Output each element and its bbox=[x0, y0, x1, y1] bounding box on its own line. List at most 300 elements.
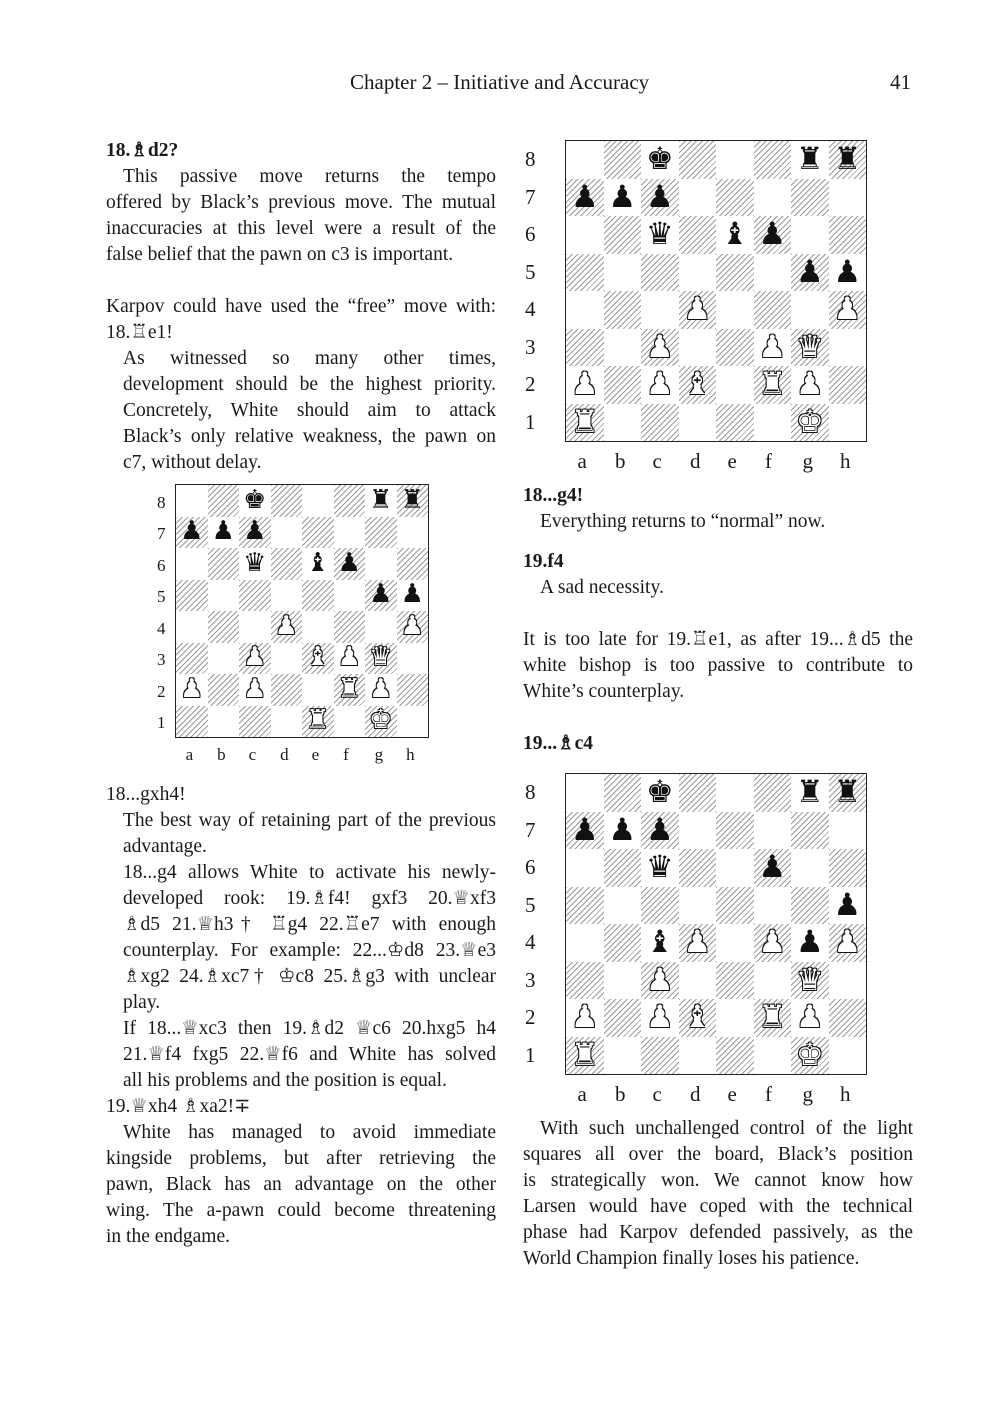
white-pawn-icon: ♟ bbox=[243, 673, 267, 704]
file-label: b bbox=[614, 1082, 626, 1106]
board-square-a5 bbox=[566, 254, 604, 292]
file-label: b bbox=[614, 449, 626, 473]
board-square-g6 bbox=[791, 216, 829, 254]
file-label: g bbox=[802, 1082, 813, 1106]
board-square-b8 bbox=[604, 141, 642, 179]
board-square-e8 bbox=[716, 141, 754, 179]
comment-passive-move bbox=[106, 164, 496, 268]
black-pawn-icon: ♟ bbox=[608, 178, 637, 215]
board-square-h1 bbox=[829, 1037, 867, 1075]
board-square-b3 bbox=[208, 643, 240, 675]
white-pawn-icon: ♟ bbox=[570, 999, 599, 1036]
file-label: f bbox=[764, 1082, 772, 1106]
file-label: e bbox=[727, 449, 737, 473]
board-square-h2 bbox=[829, 999, 867, 1037]
chess-board bbox=[565, 140, 867, 442]
text-line: pawn, Black has an advantage on the other bbox=[106, 1174, 496, 1195]
board-square-a3 bbox=[566, 329, 604, 367]
board-square-f7 bbox=[334, 517, 366, 549]
text-line: Black’s only relative weakness, the pawn on bbox=[123, 426, 496, 447]
text-line: This passive move returns the tempo bbox=[123, 166, 496, 187]
text-line: A sad necessity. bbox=[540, 577, 664, 598]
white-pawn-icon: ♟ bbox=[683, 291, 712, 328]
black-king-icon: ♚ bbox=[645, 774, 674, 811]
white-bishop-icon: ♝ bbox=[683, 999, 712, 1036]
text-line: White’s counterplay. bbox=[523, 681, 685, 702]
chess-board bbox=[175, 484, 429, 738]
board-square-d1 bbox=[679, 1037, 717, 1075]
white-rook-icon: ♜ bbox=[570, 403, 599, 440]
board-square-b8 bbox=[604, 774, 642, 812]
board-square-f5 bbox=[334, 580, 366, 612]
board-square-b6 bbox=[604, 849, 642, 887]
page-header bbox=[0, 70, 1000, 100]
white-king-icon: ♚ bbox=[369, 705, 393, 736]
board-square-a6 bbox=[566, 216, 604, 254]
board-square-e8 bbox=[302, 485, 334, 517]
text-line: Larsen would have coped with the technical bbox=[523, 1196, 913, 1217]
black-pawn-icon: ♟ bbox=[833, 886, 862, 923]
text-line: It is too late for 19.♖e1, as after 19...♗d5 the bbox=[523, 629, 913, 650]
black-pawn-icon: ♟ bbox=[211, 516, 235, 547]
board-square-c4 bbox=[239, 611, 271, 643]
rank-label: 7 bbox=[525, 817, 536, 842]
file-label: a bbox=[185, 745, 194, 764]
white-pawn-icon: ♟ bbox=[758, 328, 787, 365]
board-square-a3 bbox=[566, 962, 604, 1000]
board-square-g6 bbox=[791, 849, 829, 887]
comment-endgame bbox=[106, 1120, 496, 1250]
board-square-e7 bbox=[716, 812, 754, 850]
white-pawn-icon: ♟ bbox=[337, 642, 361, 673]
board-square-h7 bbox=[397, 517, 429, 549]
text-line: play. bbox=[123, 992, 161, 1013]
text-line: developed rook: 19.♗f4! gxf3 20.♕xf3 bbox=[123, 888, 496, 909]
file-label: c bbox=[248, 745, 257, 764]
rank-label: 1 bbox=[157, 713, 166, 733]
board-square-a4 bbox=[566, 291, 604, 329]
black-pawn-icon: ♟ bbox=[608, 811, 637, 848]
file-label: f bbox=[343, 745, 349, 764]
board-square-h6 bbox=[829, 216, 867, 254]
text-line: As witnessed so many other times, bbox=[123, 348, 496, 369]
white-bishop-icon: ♝ bbox=[306, 642, 330, 673]
black-rook-icon: ♜ bbox=[833, 774, 862, 811]
left-column bbox=[106, 138, 496, 1250]
board-square-d5 bbox=[679, 887, 717, 925]
board-square-e1 bbox=[716, 404, 754, 442]
board-square-b2 bbox=[208, 674, 240, 706]
move-heading-19-bc4: 19...♗c4 bbox=[523, 733, 594, 754]
text-line: 18.♖e1! bbox=[106, 322, 173, 343]
white-king-icon: ♚ bbox=[795, 1036, 824, 1073]
board-square-f5 bbox=[754, 887, 792, 925]
board-square-h6 bbox=[397, 548, 429, 580]
board-square-b3 bbox=[604, 329, 642, 367]
rank-label: 5 bbox=[157, 587, 166, 607]
white-pawn-icon: ♟ bbox=[180, 673, 204, 704]
board-square-g6 bbox=[365, 548, 397, 580]
black-queen-icon: ♛ bbox=[645, 849, 674, 886]
text-line: The best way of retaining part of the previous bbox=[123, 810, 496, 831]
board-square-c5 bbox=[641, 254, 679, 292]
board-square-f8 bbox=[754, 774, 792, 812]
board-square-e5 bbox=[302, 580, 334, 612]
board-square-a8 bbox=[176, 485, 208, 517]
board-square-a3 bbox=[176, 643, 208, 675]
board-square-a5 bbox=[176, 580, 208, 612]
rank-label: 6 bbox=[157, 555, 166, 575]
white-rook-icon: ♜ bbox=[306, 705, 330, 736]
rank-label: 7 bbox=[525, 184, 536, 209]
board-square-e2 bbox=[302, 674, 334, 706]
black-queen-icon: ♛ bbox=[243, 547, 267, 578]
text-line: ♗d5 21.♕h3† ♖g4 22.♖e7 with enough bbox=[123, 914, 496, 935]
file-label: h bbox=[839, 449, 851, 473]
file-label: f bbox=[764, 449, 772, 473]
black-rook-icon: ♜ bbox=[795, 141, 824, 178]
black-bishop-icon: ♝ bbox=[720, 216, 749, 253]
white-queen-icon: ♛ bbox=[795, 961, 824, 998]
board-square-a8 bbox=[566, 774, 604, 812]
text-line: counterplay. For example: 22...♔d8 23.♕e3 bbox=[123, 940, 496, 961]
move-heading-18-bd2: 18.♗d2? bbox=[106, 140, 179, 161]
white-pawn-icon: ♟ bbox=[400, 610, 424, 641]
black-pawn-icon: ♟ bbox=[400, 579, 424, 610]
board-square-f8 bbox=[334, 485, 366, 517]
file-label: c bbox=[652, 1082, 662, 1106]
rank-label: 1 bbox=[525, 409, 536, 434]
move-heading-18-g4: 18...g4! bbox=[523, 485, 584, 506]
board-square-a4 bbox=[566, 924, 604, 962]
board-square-f7 bbox=[754, 812, 792, 850]
white-pawn-icon: ♟ bbox=[369, 673, 393, 704]
board-square-d7 bbox=[271, 517, 303, 549]
white-rook-icon: ♜ bbox=[758, 366, 787, 403]
rank-label: 6 bbox=[525, 855, 536, 880]
rank-label: 3 bbox=[157, 650, 166, 670]
black-pawn-icon: ♟ bbox=[570, 811, 599, 848]
text-line: Karpov could have used the “free” move with: bbox=[106, 296, 496, 317]
board-square-c1 bbox=[641, 1037, 679, 1075]
board-square-d5 bbox=[679, 254, 717, 292]
board-square-e4 bbox=[302, 611, 334, 643]
rank-label: 2 bbox=[525, 1005, 536, 1030]
board-square-e6 bbox=[716, 849, 754, 887]
file-label: b bbox=[217, 745, 226, 764]
white-pawn-icon: ♟ bbox=[795, 366, 824, 403]
rank-label: 1 bbox=[525, 1042, 536, 1067]
text-line: c7, without delay. bbox=[123, 452, 262, 473]
board-square-g7 bbox=[365, 517, 397, 549]
text-line: White has managed to avoid immediate bbox=[123, 1122, 496, 1143]
board-square-e2 bbox=[716, 366, 754, 404]
white-rook-icon: ♜ bbox=[758, 999, 787, 1036]
board-square-b6 bbox=[208, 548, 240, 580]
board-square-b1 bbox=[604, 1037, 642, 1075]
move-18-gxh4: 18...gxh4! bbox=[106, 784, 186, 805]
board-square-g7 bbox=[791, 812, 829, 850]
board-square-f1 bbox=[334, 706, 366, 738]
board-square-a4 bbox=[176, 611, 208, 643]
white-queen-icon: ♛ bbox=[795, 328, 824, 365]
rank-label: 8 bbox=[157, 492, 166, 512]
board-square-e8 bbox=[716, 774, 754, 812]
board-square-c4 bbox=[641, 291, 679, 329]
board-square-c5 bbox=[641, 887, 679, 925]
right-column bbox=[523, 138, 913, 1272]
text-line: in the endgame. bbox=[106, 1226, 230, 1247]
rank-label: 8 bbox=[525, 147, 536, 172]
board-square-g5 bbox=[791, 887, 829, 925]
black-bishop-icon: ♝ bbox=[645, 924, 674, 961]
chess-diagram-after-18-re1 bbox=[143, 476, 496, 782]
board-square-d1 bbox=[271, 706, 303, 738]
text-line: inaccuracies at this level were a result of the bbox=[106, 218, 496, 239]
file-label: c bbox=[652, 449, 662, 473]
board-square-f4 bbox=[334, 611, 366, 643]
text-line: wing. The a-pawn could become threatening bbox=[106, 1200, 496, 1221]
board-square-a6 bbox=[566, 849, 604, 887]
text-line: 21.♕f4 fxg5 22.♕f6 and White has solved bbox=[123, 1044, 496, 1065]
white-queen-icon: ♛ bbox=[369, 642, 393, 673]
black-pawn-icon: ♟ bbox=[570, 178, 599, 215]
board-square-f5 bbox=[754, 254, 792, 292]
white-pawn-icon: ♟ bbox=[645, 999, 674, 1036]
text-line: false belief that the pawn on c3 is important. bbox=[106, 244, 454, 265]
white-king-icon: ♚ bbox=[795, 403, 824, 440]
board-square-b4 bbox=[604, 291, 642, 329]
white-pawn-icon: ♟ bbox=[645, 328, 674, 365]
text-line: ♗xg2 24.♗xc7† ♔c8 25.♗g3 with unclear bbox=[123, 966, 496, 987]
black-pawn-icon: ♟ bbox=[645, 811, 674, 848]
black-pawn-icon: ♟ bbox=[369, 579, 393, 610]
rank-label: 2 bbox=[157, 681, 166, 701]
file-label: a bbox=[577, 449, 587, 473]
white-rook-icon: ♜ bbox=[570, 1036, 599, 1073]
board-square-f3 bbox=[754, 962, 792, 1000]
board-square-g4 bbox=[365, 611, 397, 643]
text-line: advantage. bbox=[123, 836, 207, 857]
black-king-icon: ♚ bbox=[243, 484, 267, 515]
text-line: is strategically won. We cannot know how bbox=[523, 1170, 913, 1191]
board-square-a1 bbox=[176, 706, 208, 738]
black-bishop-icon: ♝ bbox=[306, 547, 330, 578]
comment-development bbox=[106, 346, 496, 476]
board-square-e7 bbox=[716, 179, 754, 217]
board-square-d6 bbox=[679, 216, 717, 254]
board-square-d6 bbox=[271, 548, 303, 580]
page-number: 41 bbox=[890, 70, 911, 94]
board-square-b8 bbox=[208, 485, 240, 517]
text-line: Concretely, White should aim to attack bbox=[123, 400, 496, 421]
rank-label: 3 bbox=[525, 967, 536, 992]
board-square-f1 bbox=[754, 404, 792, 442]
board-square-d1 bbox=[679, 404, 717, 442]
board-square-e7 bbox=[302, 517, 334, 549]
text-line: white bishop is too passive to contribute to bbox=[523, 655, 913, 676]
board-square-d3 bbox=[679, 962, 717, 1000]
text-line: World Champion finally loses his patience. bbox=[523, 1248, 860, 1269]
board-square-f1 bbox=[754, 1037, 792, 1075]
white-pawn-icon: ♟ bbox=[683, 924, 712, 961]
board-square-a8 bbox=[566, 141, 604, 179]
comment-best-way bbox=[106, 808, 496, 1094]
rank-label: 2 bbox=[525, 372, 536, 397]
board-square-g7 bbox=[791, 179, 829, 217]
black-rook-icon: ♜ bbox=[400, 484, 424, 515]
board-square-b1 bbox=[604, 404, 642, 442]
text-line: Everything returns to “normal” now. bbox=[540, 511, 826, 532]
black-rook-icon: ♜ bbox=[369, 484, 393, 515]
text-line: With such unchallenged control of the light bbox=[540, 1118, 913, 1139]
black-pawn-icon: ♟ bbox=[795, 924, 824, 961]
black-rook-icon: ♜ bbox=[795, 774, 824, 811]
black-pawn-icon: ♟ bbox=[795, 253, 824, 290]
board-square-b3 bbox=[604, 962, 642, 1000]
white-pawn-icon: ♟ bbox=[243, 642, 267, 673]
board-square-e4 bbox=[716, 924, 754, 962]
board-square-h2 bbox=[397, 674, 429, 706]
board-square-h1 bbox=[397, 706, 429, 738]
board-square-h7 bbox=[829, 179, 867, 217]
board-square-b6 bbox=[604, 216, 642, 254]
board-square-d7 bbox=[679, 179, 717, 217]
move-heading-19-f4: 19.f4 bbox=[523, 551, 564, 572]
board-square-h7 bbox=[829, 812, 867, 850]
text-line: development should be the highest priority. bbox=[123, 374, 496, 395]
board-square-f4 bbox=[754, 291, 792, 329]
rank-label: 4 bbox=[525, 930, 536, 955]
white-rook-icon: ♜ bbox=[337, 673, 361, 704]
board-square-b5 bbox=[604, 254, 642, 292]
file-label: h bbox=[839, 1082, 851, 1106]
file-label: g bbox=[802, 449, 813, 473]
board-square-h1 bbox=[829, 404, 867, 442]
chess-board bbox=[565, 773, 867, 1075]
white-pawn-icon: ♟ bbox=[758, 924, 787, 961]
board-square-a5 bbox=[566, 887, 604, 925]
white-pawn-icon: ♟ bbox=[274, 610, 298, 641]
board-square-c5 bbox=[239, 580, 271, 612]
text-line: kingside problems, but after retrieving the bbox=[106, 1148, 496, 1169]
black-queen-icon: ♛ bbox=[645, 216, 674, 253]
board-square-b4 bbox=[208, 611, 240, 643]
board-square-d8 bbox=[271, 485, 303, 517]
rank-label: 4 bbox=[525, 297, 536, 322]
text-line: phase had Karpov defended passively, as the bbox=[523, 1222, 913, 1243]
board-square-b2 bbox=[604, 366, 642, 404]
white-pawn-icon: ♟ bbox=[833, 924, 862, 961]
comment-strategically-won bbox=[523, 1116, 913, 1272]
black-rook-icon: ♜ bbox=[833, 141, 862, 178]
white-pawn-icon: ♟ bbox=[645, 961, 674, 998]
rank-label: 6 bbox=[525, 222, 536, 247]
chess-diagram-after-18-bd2 bbox=[523, 138, 913, 483]
board-square-c1 bbox=[239, 706, 271, 738]
board-square-h6 bbox=[829, 849, 867, 887]
board-square-e3 bbox=[716, 329, 754, 367]
board-square-d8 bbox=[679, 141, 717, 179]
board-square-b5 bbox=[208, 580, 240, 612]
running-head: Chapter 2 – Initiative and Accuracy bbox=[350, 70, 650, 94]
white-pawn-icon: ♟ bbox=[570, 366, 599, 403]
board-square-a6 bbox=[176, 548, 208, 580]
rank-label: 4 bbox=[157, 618, 166, 638]
text-line: 18...g4 allows White to activate his newly- bbox=[123, 862, 496, 883]
board-square-d7 bbox=[679, 812, 717, 850]
move-19-qxh4: 19.♕xh4 ♗xa2!∓ bbox=[106, 1096, 251, 1117]
board-square-h3 bbox=[829, 329, 867, 367]
black-pawn-icon: ♟ bbox=[645, 178, 674, 215]
file-label: h bbox=[406, 745, 415, 764]
board-square-e5 bbox=[716, 254, 754, 292]
board-square-e1 bbox=[716, 1037, 754, 1075]
board-square-d5 bbox=[271, 580, 303, 612]
text-line: all his problems and the position is equal. bbox=[123, 1070, 447, 1091]
board-square-b2 bbox=[604, 999, 642, 1037]
file-label: d bbox=[689, 1082, 701, 1106]
white-pawn-icon: ♟ bbox=[795, 999, 824, 1036]
board-square-c1 bbox=[641, 404, 679, 442]
text-line: offered by Black’s previous move. The mutual bbox=[106, 192, 496, 213]
white-bishop-icon: ♝ bbox=[683, 366, 712, 403]
chess-diagram-after-19-bc4 bbox=[523, 771, 913, 1116]
board-square-d6 bbox=[679, 849, 717, 887]
file-label: d bbox=[689, 449, 701, 473]
white-pawn-icon: ♟ bbox=[645, 366, 674, 403]
file-label: g bbox=[374, 745, 384, 764]
black-pawn-icon: ♟ bbox=[833, 253, 862, 290]
board-square-f8 bbox=[754, 141, 792, 179]
board-square-h3 bbox=[829, 962, 867, 1000]
board-square-e5 bbox=[716, 887, 754, 925]
rank-label: 8 bbox=[525, 780, 536, 805]
board-square-d3 bbox=[679, 329, 717, 367]
board-square-e4 bbox=[716, 291, 754, 329]
file-label: d bbox=[280, 745, 289, 764]
file-label: a bbox=[577, 1082, 587, 1106]
rank-label: 7 bbox=[157, 524, 166, 544]
board-square-e3 bbox=[716, 962, 754, 1000]
board-square-f7 bbox=[754, 179, 792, 217]
board-square-d8 bbox=[679, 774, 717, 812]
rank-label: 3 bbox=[525, 334, 536, 359]
rank-label: 5 bbox=[525, 259, 536, 284]
white-pawn-icon: ♟ bbox=[833, 291, 862, 328]
black-pawn-icon: ♟ bbox=[758, 216, 787, 253]
board-square-d3 bbox=[271, 643, 303, 675]
rank-label: 5 bbox=[525, 892, 536, 917]
black-pawn-icon: ♟ bbox=[758, 849, 787, 886]
board-square-b4 bbox=[604, 924, 642, 962]
board-square-d2 bbox=[271, 674, 303, 706]
board-square-e2 bbox=[716, 999, 754, 1037]
text-line: If 18...♕xc3 then 19.♗d2 ♕c6 20.hxg5 h4 bbox=[123, 1018, 496, 1039]
board-square-h2 bbox=[829, 366, 867, 404]
file-label: e bbox=[727, 1082, 737, 1106]
board-square-b5 bbox=[604, 887, 642, 925]
text-line: squares all over the board, Black’s position bbox=[523, 1144, 913, 1165]
black-pawn-icon: ♟ bbox=[243, 516, 267, 547]
file-label: e bbox=[311, 745, 320, 764]
black-pawn-icon: ♟ bbox=[180, 516, 204, 547]
board-square-g4 bbox=[791, 291, 829, 329]
board-square-h3 bbox=[397, 643, 429, 675]
black-pawn-icon: ♟ bbox=[337, 547, 361, 578]
board-square-b1 bbox=[208, 706, 240, 738]
black-king-icon: ♚ bbox=[645, 141, 674, 178]
